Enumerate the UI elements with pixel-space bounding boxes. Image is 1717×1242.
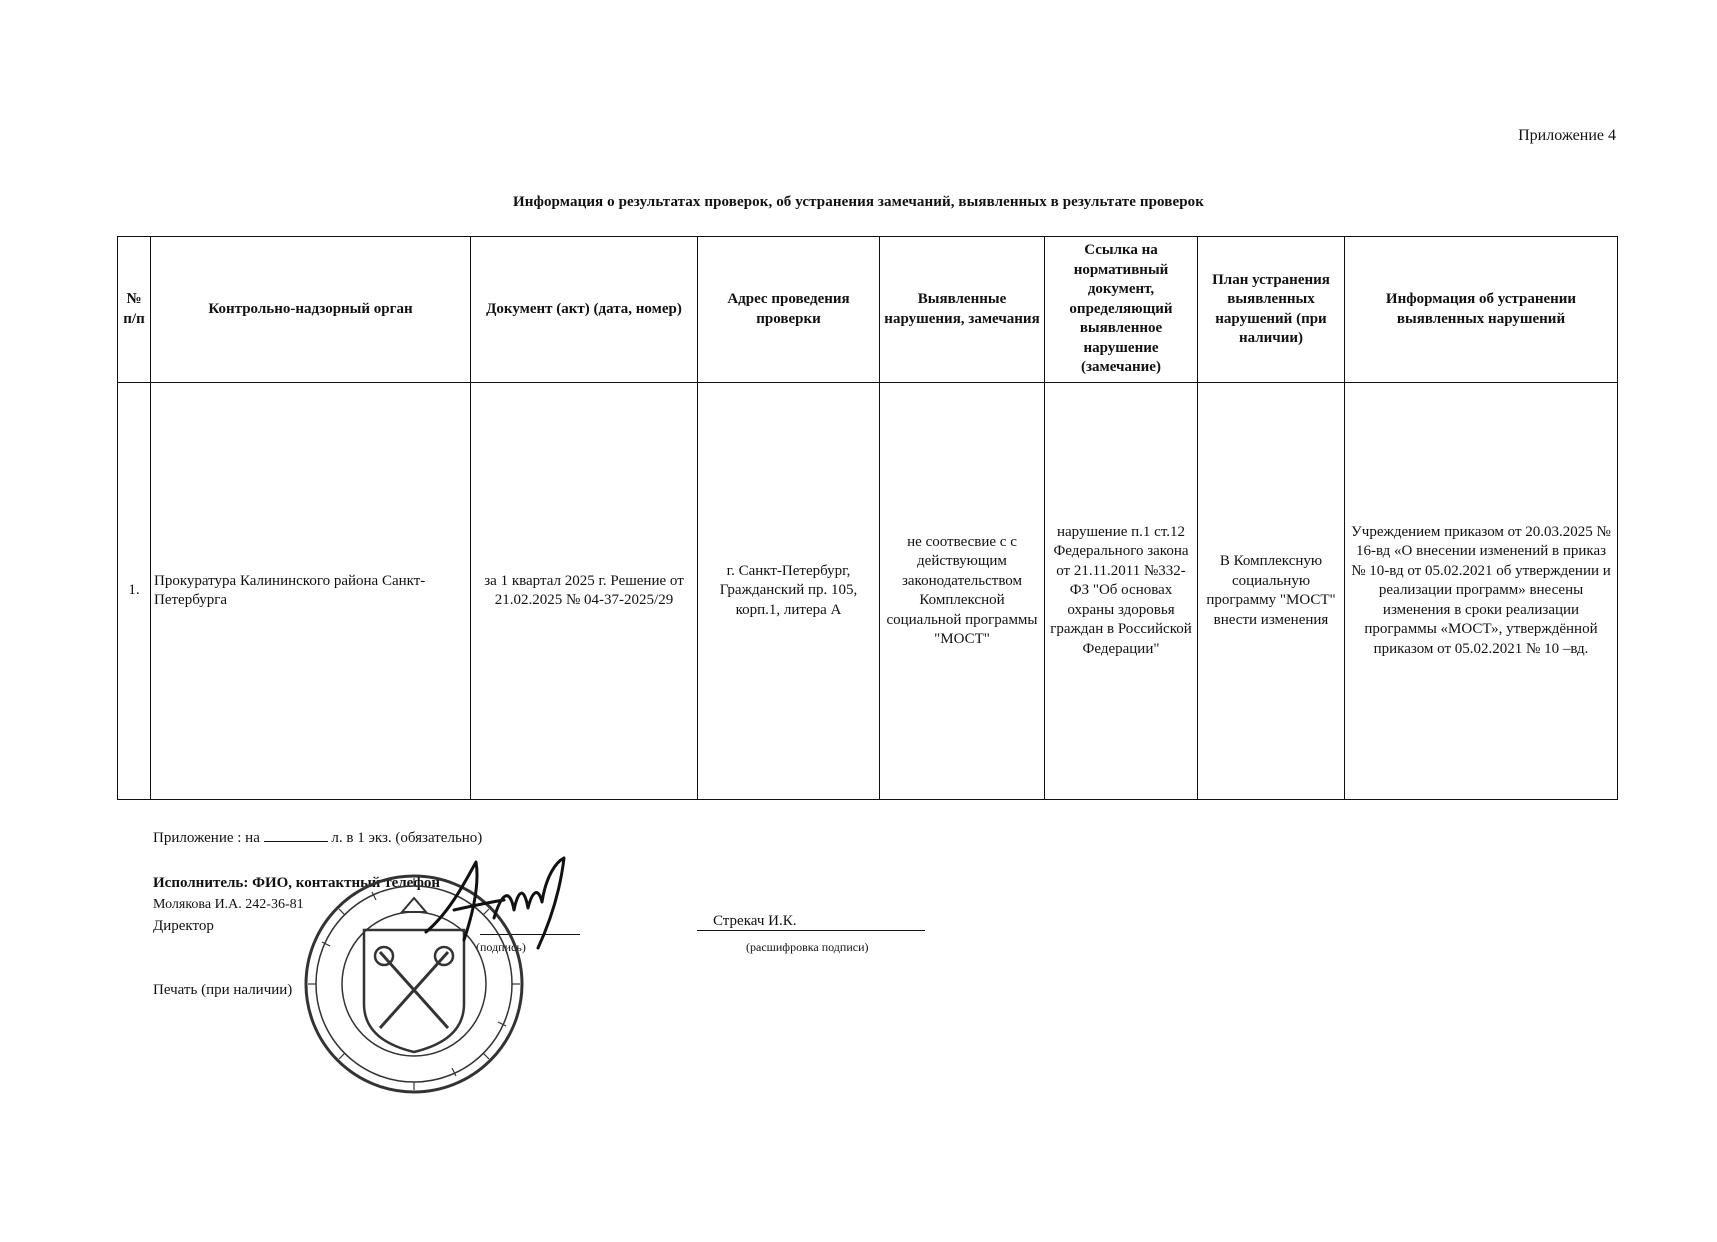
attachment-line [153,829,482,847]
table-cell: 1. [118,383,151,800]
column-header: Ссылка на нормативный документ, определяющий выявленное нарушение (замечание) [1045,237,1198,383]
appendix-label: Приложение 4 [1518,127,1616,144]
signature-caption: (подпись) [476,940,526,954]
table-cell: г. Санкт-Петербург, Гражданский пр. 105, корп.1, литера А [698,383,880,800]
table-cell: Прокуратура Калининского района Санкт-Петербурга [151,383,471,800]
table-row [118,383,1618,800]
attachment-suffix: л. в 1 экз. (обязательно) [331,830,483,846]
executor-value: Молякова И.А. 242-36-81 [153,897,304,912]
table-cell: В Комплексную социальную программу "МОСТ" внести изменения [1198,383,1345,800]
signer-caption: (расшифровка подписи) [746,940,869,954]
results-table [117,236,1618,800]
attachment-prefix: Приложение : на [153,830,260,846]
table-cell: за 1 квартал 2025 г. Решение от 21.02.2025 № 04-37-2025/29 [471,383,698,800]
column-header: Документ (акт) (дата, номер) [471,237,698,383]
signer-name: Стрекач И.К. [697,913,925,931]
column-header: Контрольно-надзорный орган [151,237,471,383]
seal-label: Печать (при наличии) [153,982,293,998]
table-header-row [118,237,1618,383]
table-cell: не соотвесвие с с действующим законодательством Комплексной социальной программы "МОСТ" [880,383,1045,800]
document-title: Информация о результатах проверок, об устранения замечаний, выявленных в результате проверок [512,194,1205,210]
attachment-blank [264,829,328,842]
column-header: Выявленные нарушения, замечания [880,237,1045,383]
column-header: Адрес проведения проверки [698,237,880,383]
column-header: № п/п [118,237,151,383]
table-cell: нарушение п.1 ст.12 Федерального закона от 21.11.2011 №332-ФЗ "Об основах охраны здоровья граждан в Российской Федерации" [1045,383,1198,800]
executor-label: Исполнитель: ФИО, контактный телефон [153,875,441,891]
handwritten-signature-icon [420,852,570,952]
position-label: Директор [153,918,214,934]
column-header: Информация об устранении выявленных нарушений [1345,237,1618,383]
column-header: План устранения выявленных нарушений (при наличии) [1198,237,1345,383]
table-cell: Учреждением приказом от 20.03.2025 № 16-вд «О внесении изменений в приказ № 10-вд от 05.02.2021 об утверждении и реализации программ» внесены изменения в сроки реализации программы «МОСТ», утверждённой приказом от 05.02.2021 № 10 –вд. [1345,383,1618,800]
